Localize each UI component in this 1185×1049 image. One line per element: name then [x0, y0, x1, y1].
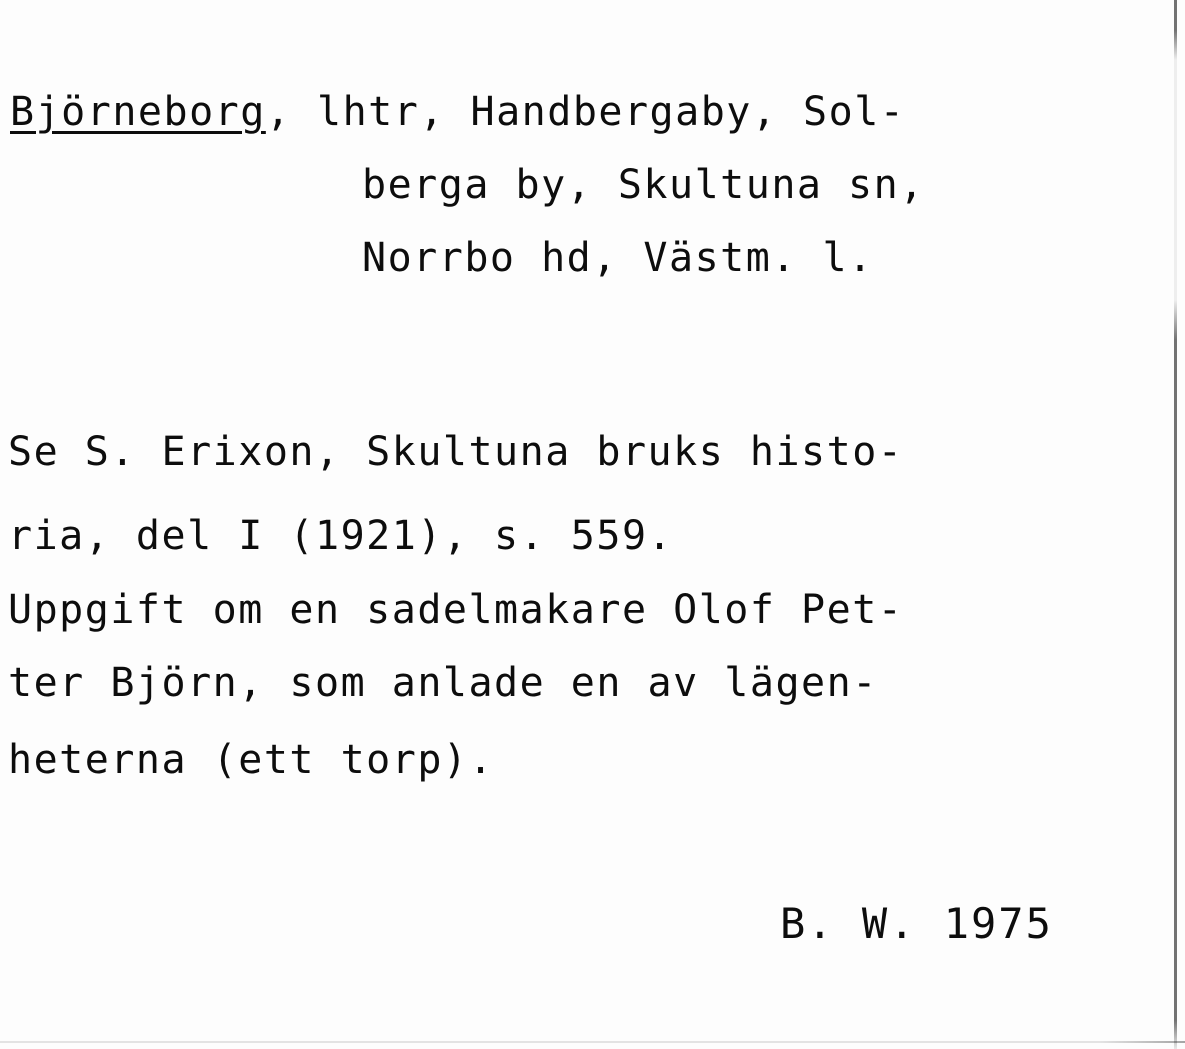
note-line-1: Se S. Erixon, Skultuna bruks histo-: [8, 429, 904, 475]
headword-line: [10, 89, 906, 135]
note-line-2: ria, del I (1921), s. 559.: [8, 513, 674, 559]
note-line-3: Uppgift om en sadelmakare Olof Pet-: [8, 587, 904, 633]
headword-term: Björneborg: [10, 89, 266, 135]
scan-edge-bottom: [0, 1041, 1185, 1043]
header-line-3: Norrbo hd, Västm. l.: [362, 235, 874, 281]
headword-continuation: , lhtr, Handbergaby, Sol-: [265, 89, 906, 135]
scan-edge-right: [1174, 0, 1177, 1049]
note-line-5: heterna (ett torp).: [8, 737, 495, 783]
header-line-2: berga by, Skultuna sn,: [362, 162, 925, 208]
signature: B. W. 1975: [780, 899, 1053, 948]
note-line-4: ter Björn, som anlade en av lägen-: [8, 660, 878, 706]
